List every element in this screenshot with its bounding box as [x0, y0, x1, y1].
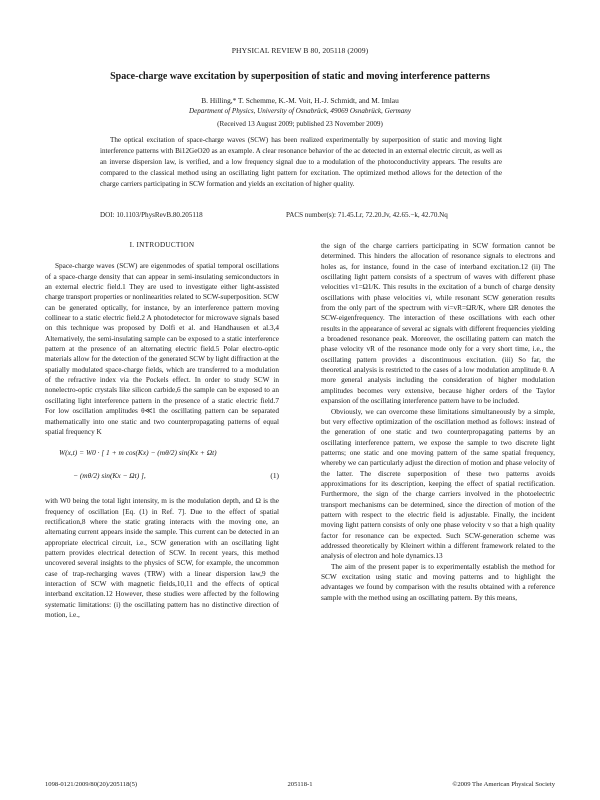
journal-header: PHYSICAL REVIEW B 80, 205118 (2009) [231, 46, 369, 55]
equation-1 [45, 440, 279, 492]
intro-paragraph-1: Space-charge waves (SCW) are eigenmodes of spatial temporal oscillations of a space-charge density that can appear in semi-insulating semiconductors in an external electric field.1 They are used to investigate either light-assisted charge transport properties or nonlinearities related to SCW-superposition. SCW can be generated optically, for instance, by an interference pattern moving collinear to a static electric field.2 A photodetector for microwave signals based on this technique was proposed by Dolfi et al. and Handhausen et al.3,4 Alternatively, the semi-insulating sample can be exposed to a static interference pattern at the presence of an alternating electric field.5 Polar electro-optic materials allow for the detection of the generated SCW by light diffraction at the spatially modulated space-charge fields, which are transferred to a modulation of the refractive index via the Pockels effect. In order to study SCW in nonelectro-optic crystals like silicon carbide,6 the sample can be exposed to an oscillating light interference pattern in the presence of a static electric field.7 For low oscillation amplitudes θ≪1 the oscillating pattern can be separated mathematically into one static and two counterpropagating patterns of equal spatial frequency K [45, 262, 279, 436]
footer-issn: 1098-0121/2009/80(20)/205118(5) [45, 781, 138, 788]
right-paragraph-1: the sign of the charge carriers participating in SCW formation cannot be determined. This hinders the allocation of resonance signals to electrons and holes as, for instance, found in the case of interband excitation.12 (ii) The oscillating light pattern consists of a spectrum of waves with different phase velocities v1=Ω1/K. This results in the excitation of a bunch of charge density oscillations with phase velocities vi, while resonant SCW generation results from the only part of the spectrum with vi=vR=ΩR/K, where ΩR denotes the SCW-eigenfrequency. The interaction of these oscillations with each other results in the appearance of several ac signals with different frequencies yielding a broadened resonance peak. Moreover, the oscillating pattern can match the phase velocity vR of the resonance mode only for a very short time, i.e., the oscillating pattern provides a discontinuous excitation. (iii) So far, the theoretical analysis is restricted to the cases of a low modulation amplitude θ. A more general analysis including the consideration of higher modulation amplitudes becomes very extensive, because higher orders of the Taylor expansion of the oscillating interference pattern have to be included. [321, 242, 555, 406]
intro-paragraph-2: with W0 being the total light intensity, m is the modulation depth, and Ω is the frequency of oscillation [Eq. (1) in Ref. 7]. Due to the effect of spatial rectification,8 where the static grating interacts with the moving one, an alternating current appears inside the sample. This current can be detected in an appropriate electrical circuit, i.e., SCW generation with an oscillating light pattern provides electrical detection of SCW. In recent years, this method uncovered several insights to the physics of SCW, for example, the uncommon case of trap-recharging waves (TRW) with a linear dispersion law,9 the interaction of SCW with magnetic fields,10,11 and the effects of optical interband excitation.12 However, these studies were affected by the following systematic limitations: (i) the oscillating pattern has no distinctive direction of motion, i.e., [45, 497, 279, 619]
left-column [45, 240, 279, 620]
abstract: The optical excitation of space-charge waves (SCW) has been realized experimentally by superposition of static and moving light interference patterns with Bi12GeO20 as an example. A clear resonance behavior of the ac detected in an external electric circuit, as well as an inverse dispersion law, is verified, and a low frequency signal due to a modulation of the photoconductivity appears. The results are compared to the classical method using an oscillating light pattern for excitation. The optimized method allows for the detection of the charge carriers participating in SCW formation and yields an excitation of higher quality. [100, 136, 502, 188]
equation-line-2: − (mθ/2) sin(Kx − Ωt) ], [73, 471, 146, 481]
right-column [321, 241, 555, 603]
affiliation: Department of Physics, University of Osnabrück, 49069 Osnabrück, Germany [188, 107, 412, 115]
footer-copyright: ©2009 The American Physical Society [452, 781, 555, 788]
pacs-numbers: PACS number(s): 71.45.Lr, 72.20.Jv, 42.65.−k, 42.70.Nq [286, 211, 448, 219]
right-paragraph-2: Obviously, we can overcome these limitations simultaneously by a simple, but very effective optimization of the oscillation method as follows: instead of the generation of one static and two counterpropagating patterns by an oscillating interference pattern, we expose the sample to two discrete light patterns; one static and one moving pattern of the same spatial frequency, whereby we can particularly adjust the direction of motion and phase velocity of the latter. The discrete superposition of these two patterns avoids approximations for its description, keeping the effect of spatial rectification. Furthermore, the sign of the charge carriers involved in the photoelectric transport mechanisms can be determined, since the direction of motion of the pattern with respect to the electric field is adjustable. Finally, the incident moving light pattern consists of only one phase velocity v so that a high quality factor for resonance can be expected. Such SCW-generation scheme was addressed theoretically by Kleinert within a different framework related to the analysis of electron and hole dynamics.13 [321, 407, 555, 561]
footer-page-number: 205118-1 [287, 781, 313, 788]
right-paragraph-3: The aim of the present paper is to experimentally establish the method for SCW excitation using static and moving patterns and to highlight the advantages we found by comparison with the results obtained with a reference sample with the method using an oscillating pattern. By this means, [321, 562, 555, 602]
received-date: (Received 13 August 2009; published 23 November 2009) [217, 120, 383, 128]
section-heading: I. INTRODUCTION [129, 241, 195, 249]
equation-number: (1) [270, 471, 279, 481]
doi-link[interactable]: DOI: 10.1103/PhysRevB.80.205118 [100, 211, 203, 219]
author-list: B. Hilling,* T. Schemme, K.-M. Voit, H.-J. Schmidt, and M. Imlau [201, 96, 399, 105]
equation-line-1: W(x,t) = W0 · [ 1 + m cos(Kx) − (mθ/2) sin(Kx + Ωt) [59, 448, 217, 458]
article-title: Space-charge wave excitation by superposition of static and moving interference patterns [110, 71, 490, 82]
